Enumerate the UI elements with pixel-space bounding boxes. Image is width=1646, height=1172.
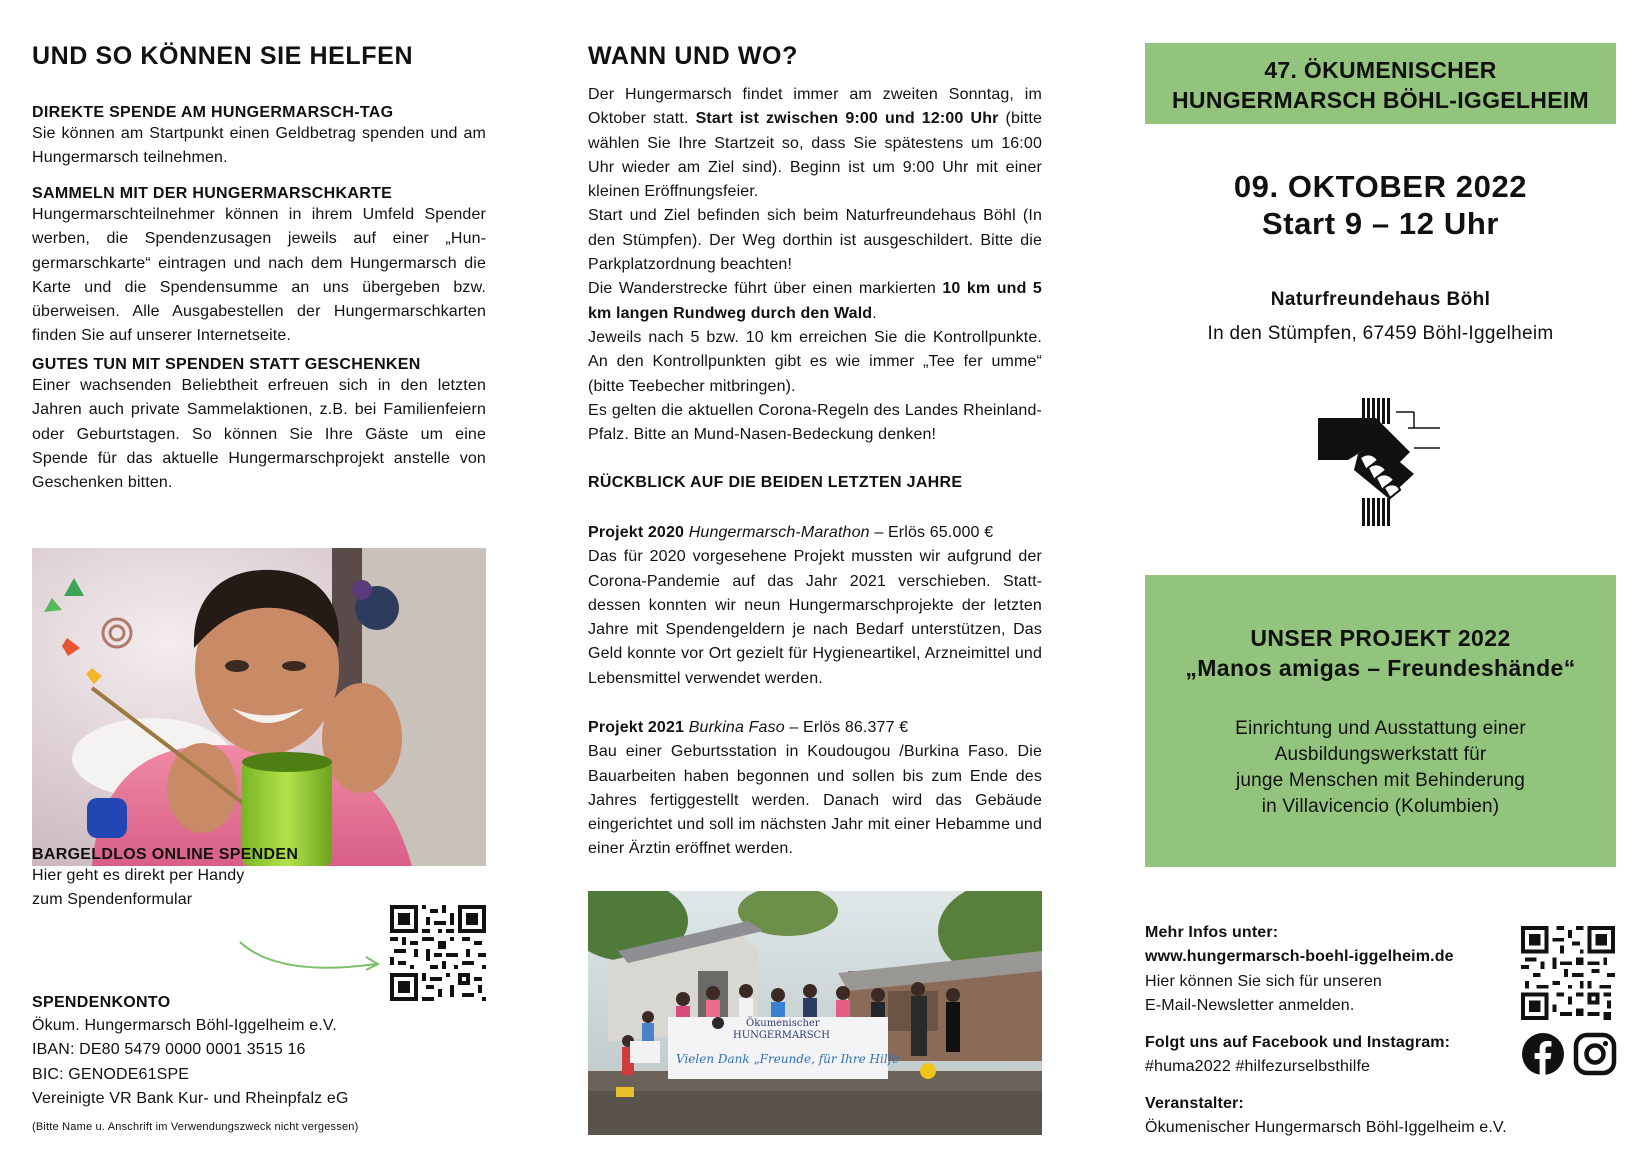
- bank-account-note: (Bitte Name u. Anschrift im Verwendungszweck nicht vergessen): [32, 1121, 359, 1134]
- social-label: Folgt uns auf Facebook und Instagram:: [1145, 1034, 1451, 1051]
- bank-account-bank: Vereinigte VR Bank Kur- und Rheinpfalz eG: [32, 1089, 349, 1107]
- when-p3-a: Die Wanderstrecke führt über einen markierten: [588, 280, 943, 298]
- project-2021-text: Bau einer Geburtsstation in Koudougou /Burkina Faso. Die Bauarbeiten haben begonnen und sollen bis zum Ende des Jahres fertiggestellt werden. Danach wird das Gebäude eingerichtet und soll im nächsten Jahr mit einer Hebamme und einer Ärztin eröffnet werden.: [588, 743, 1042, 858]
- instagram-icon[interactable]: [1573, 1032, 1617, 1076]
- project-2020-header: [588, 521, 1042, 545]
- project-desc-line1: Einrichtung und Ausstattung einer: [1235, 718, 1526, 739]
- event-title-box: [1145, 43, 1616, 124]
- project-2020: [588, 521, 1042, 691]
- more-info-url[interactable]: www.hungermarsch-boehl-iggelheim.de: [1145, 948, 1454, 966]
- when-where-text: [588, 83, 1042, 447]
- bank-account-block: [32, 994, 486, 1139]
- project-desc-line3: junge Menschen mit Behinderung: [1235, 770, 1526, 791]
- project-desc-line2: Ausbildungswerkstatt für: [1274, 744, 1487, 765]
- when-paragraph-4: Jeweils nach 5 bzw. 10 km erreichen Sie die Kontrollpunkte. An den Kontrollpunkten gibt es wie immer „Tee fer umme“ (bitte Teebecher mitbringen).: [588, 328, 1042, 395]
- sec-direct-title: DIREKTE SPENDE AM HUNGERMARSCH-TAG: [32, 104, 394, 121]
- sec-card-title: SAMMELN MIT DER HUNGERMARSCHKARTE: [32, 185, 393, 202]
- project-2020-name: Hungermarsch-Marathon: [688, 524, 870, 541]
- bank-account-iban: IBAN: DE80 5479 0000 0001 3515 16: [32, 1041, 306, 1059]
- arrow-icon: [238, 938, 388, 978]
- event-address: In den Stümpfen, 67459 Böhl-Iggelheim: [1207, 323, 1554, 344]
- social-block: [1145, 1031, 1505, 1080]
- project-2020-yield: – Erlös 65.000 €: [869, 524, 994, 541]
- when-paragraph-1: [588, 83, 1042, 204]
- project-2021-header: [588, 716, 1042, 740]
- facebook-icon[interactable]: [1521, 1032, 1565, 1076]
- sec-direct-text: Sie können am Startpunkt einen Geldbetrag spenden und am Hungermarsch teilnehmen.: [32, 125, 486, 167]
- when-paragraph-3: [588, 277, 1042, 326]
- photo-boy-painting-image: [32, 548, 486, 866]
- section-direct-donation: [32, 104, 486, 171]
- qr-code-website[interactable]: [1521, 926, 1615, 1020]
- photo-boy-painting: [32, 548, 486, 866]
- banner-line1: Ökumenischer: [746, 1018, 820, 1029]
- project-2021-yield: – Erlös 86.377 €: [784, 719, 909, 736]
- project-box: [1145, 575, 1616, 867]
- organizer-block: [1145, 1092, 1616, 1141]
- banner-line2: HUNGERMARSCH: [733, 1030, 830, 1041]
- project-2021-name: Burkina Faso: [688, 719, 785, 736]
- handshake-logo-icon: [1318, 398, 1440, 526]
- banner-line3: Vielen Dank „Freunde, für Ihre Hilfe: [676, 1052, 900, 1066]
- project-2020-text: Das für 2020 vorgesehene Projekt mussten wir aufgrund der Corona-Pandemie auf das Jahr 2021 verschieben. Stattdessen konnten wir neun Hungermarschprojekte der letzten Jahre mit Spendengeldern je nach Bedarf unterstützen, Das Geld konnte vor Ort gezielt für Hygieneartikel, Arzneimittel und Lebensmittel verwendet werden.: [588, 548, 1042, 687]
- event-venue: Naturfreundehaus Böhl: [1270, 289, 1491, 310]
- organizer-name: Ökumenischer Hungermarsch Böhl-Iggelheim e.V.: [1145, 1119, 1507, 1137]
- event-date-block: [1145, 168, 1616, 242]
- when-p1-start-time: Start ist zwischen 9:00 und 12:00 Uhr: [695, 110, 999, 128]
- project-2020-label: Projekt 2020: [588, 524, 685, 541]
- sec-card-text: Hungermarschteilnehmer können in ihrem Umfeld Spender werben, die Spendenzusagen jeweils auf einer „Hungermarschkarte“ eintragen und nach dem Hungermarsch die Karte und die Spendensumme an uns übergeben bzw. überweisen. Alle Ausgabestellen der Hungermarschkarten finden Sie auf unserer Internetseite.: [32, 206, 486, 345]
- organizer-label: Veranstalter:: [1145, 1095, 1244, 1112]
- heading-when-where: WANN UND WO?: [588, 42, 798, 70]
- event-title-line1: 47. ÖKUMENISCHER: [1264, 57, 1497, 83]
- event-title-line2: HUNGERMARSCH BÖHL-IGGELHEIM: [1172, 87, 1589, 113]
- bank-account-title: SPENDENKONTO: [32, 994, 171, 1011]
- project-desc-line4: in Villavicencio (Kolumbien): [1261, 796, 1500, 817]
- event-start-time: Start 9 – 12 Uhr: [1261, 206, 1500, 241]
- when-paragraph-5: Es gelten die aktuellen Corona-Regeln des Landes Rheinland-Pfalz. Bitte an Mund-Nasen-Bedeckung denken!: [588, 401, 1042, 444]
- bank-account-bic: BIC: GENODE61SPE: [32, 1065, 190, 1083]
- project-2021: [588, 716, 1042, 862]
- photo-group-banner: [588, 891, 1042, 1135]
- qr-code-donation[interactable]: [390, 905, 486, 1001]
- bank-account-name: Ökum. Hungermarsch Böhl-Iggelheim e.V.: [32, 1017, 337, 1034]
- project-box-description: [1145, 716, 1616, 820]
- online-donation-line2: zum Spendenformular: [32, 891, 193, 909]
- section-gifts: [32, 356, 486, 495]
- sec-gifts-text: Einer wachsenden Beliebtheit erfreuen sich in den letzten Jahren auch private Sammelaktionen, z.B. bei Familienfeiern oder Geburtstagen. So können Sie Ihre Gäste um eine Spende für das aktuelle Hungermarschprojekt anstelle von Geschenken bitten.: [32, 377, 486, 492]
- section-card-collection: [32, 185, 486, 349]
- when-p1-c: (bitte wählen Sie Ihre Startzeit so, dass Sie spätestens um 16:00 Uhr wieder am Ziel sind). Beginn ist um 9:00 Uhr mit einer kleinen Eröffnungsfeier.: [588, 110, 1042, 201]
- when-p3-c: .: [872, 304, 877, 322]
- project-box-name: „Manos amigas – Freundeshände“: [1185, 655, 1576, 681]
- more-info-line1: Hier können Sie sich für unseren: [1145, 972, 1382, 990]
- project-2021-label: Projekt 2021: [588, 719, 685, 736]
- review-title: RÜCKBLICK AUF DIE BEIDEN LETZTEN JAHRE: [588, 474, 963, 491]
- project-box-title: UNSER PROJEKT 2022: [1250, 625, 1511, 651]
- more-info-line2: E-Mail-Newsletter anmelden.: [1145, 996, 1355, 1014]
- online-donation-block: [32, 846, 332, 913]
- sec-gifts-title: GUTES TUN MIT SPENDEN STATT GESCHENKEN: [32, 356, 421, 373]
- heading-how-to-help: UND SO KÖNNEN SIE HELFEN: [32, 42, 414, 70]
- when-paragraph-2: Start und Ziel befinden sich beim Naturfreundehaus Böhl (In den Stümpfen). Der Weg dorthin ist ausgeschildert. Bitte die Parkplatzordnung beachten!: [588, 207, 1042, 274]
- photo-group-banner-image: [588, 891, 1042, 1135]
- online-donation-title: BARGELDLOS ONLINE SPENDEN: [32, 846, 299, 863]
- more-info-label: Mehr Infos unter:: [1145, 924, 1279, 941]
- social-tags: #huma2022 #hilfezurselbsthilfe: [1145, 1058, 1371, 1076]
- when-p3-route: 10 km und 5 km langen Rundweg durch den Wald: [588, 280, 1042, 322]
- event-venue-block: [1145, 289, 1616, 345]
- more-info-block: [1145, 921, 1505, 1018]
- event-date: 09. OKTOBER 2022: [1233, 169, 1528, 204]
- when-p1-a: Der Hungermarsch findet immer am zweiten Sonntag, im Oktober statt.: [588, 86, 1042, 128]
- online-donation-line1: Hier geht es direkt per Handy: [32, 867, 245, 884]
